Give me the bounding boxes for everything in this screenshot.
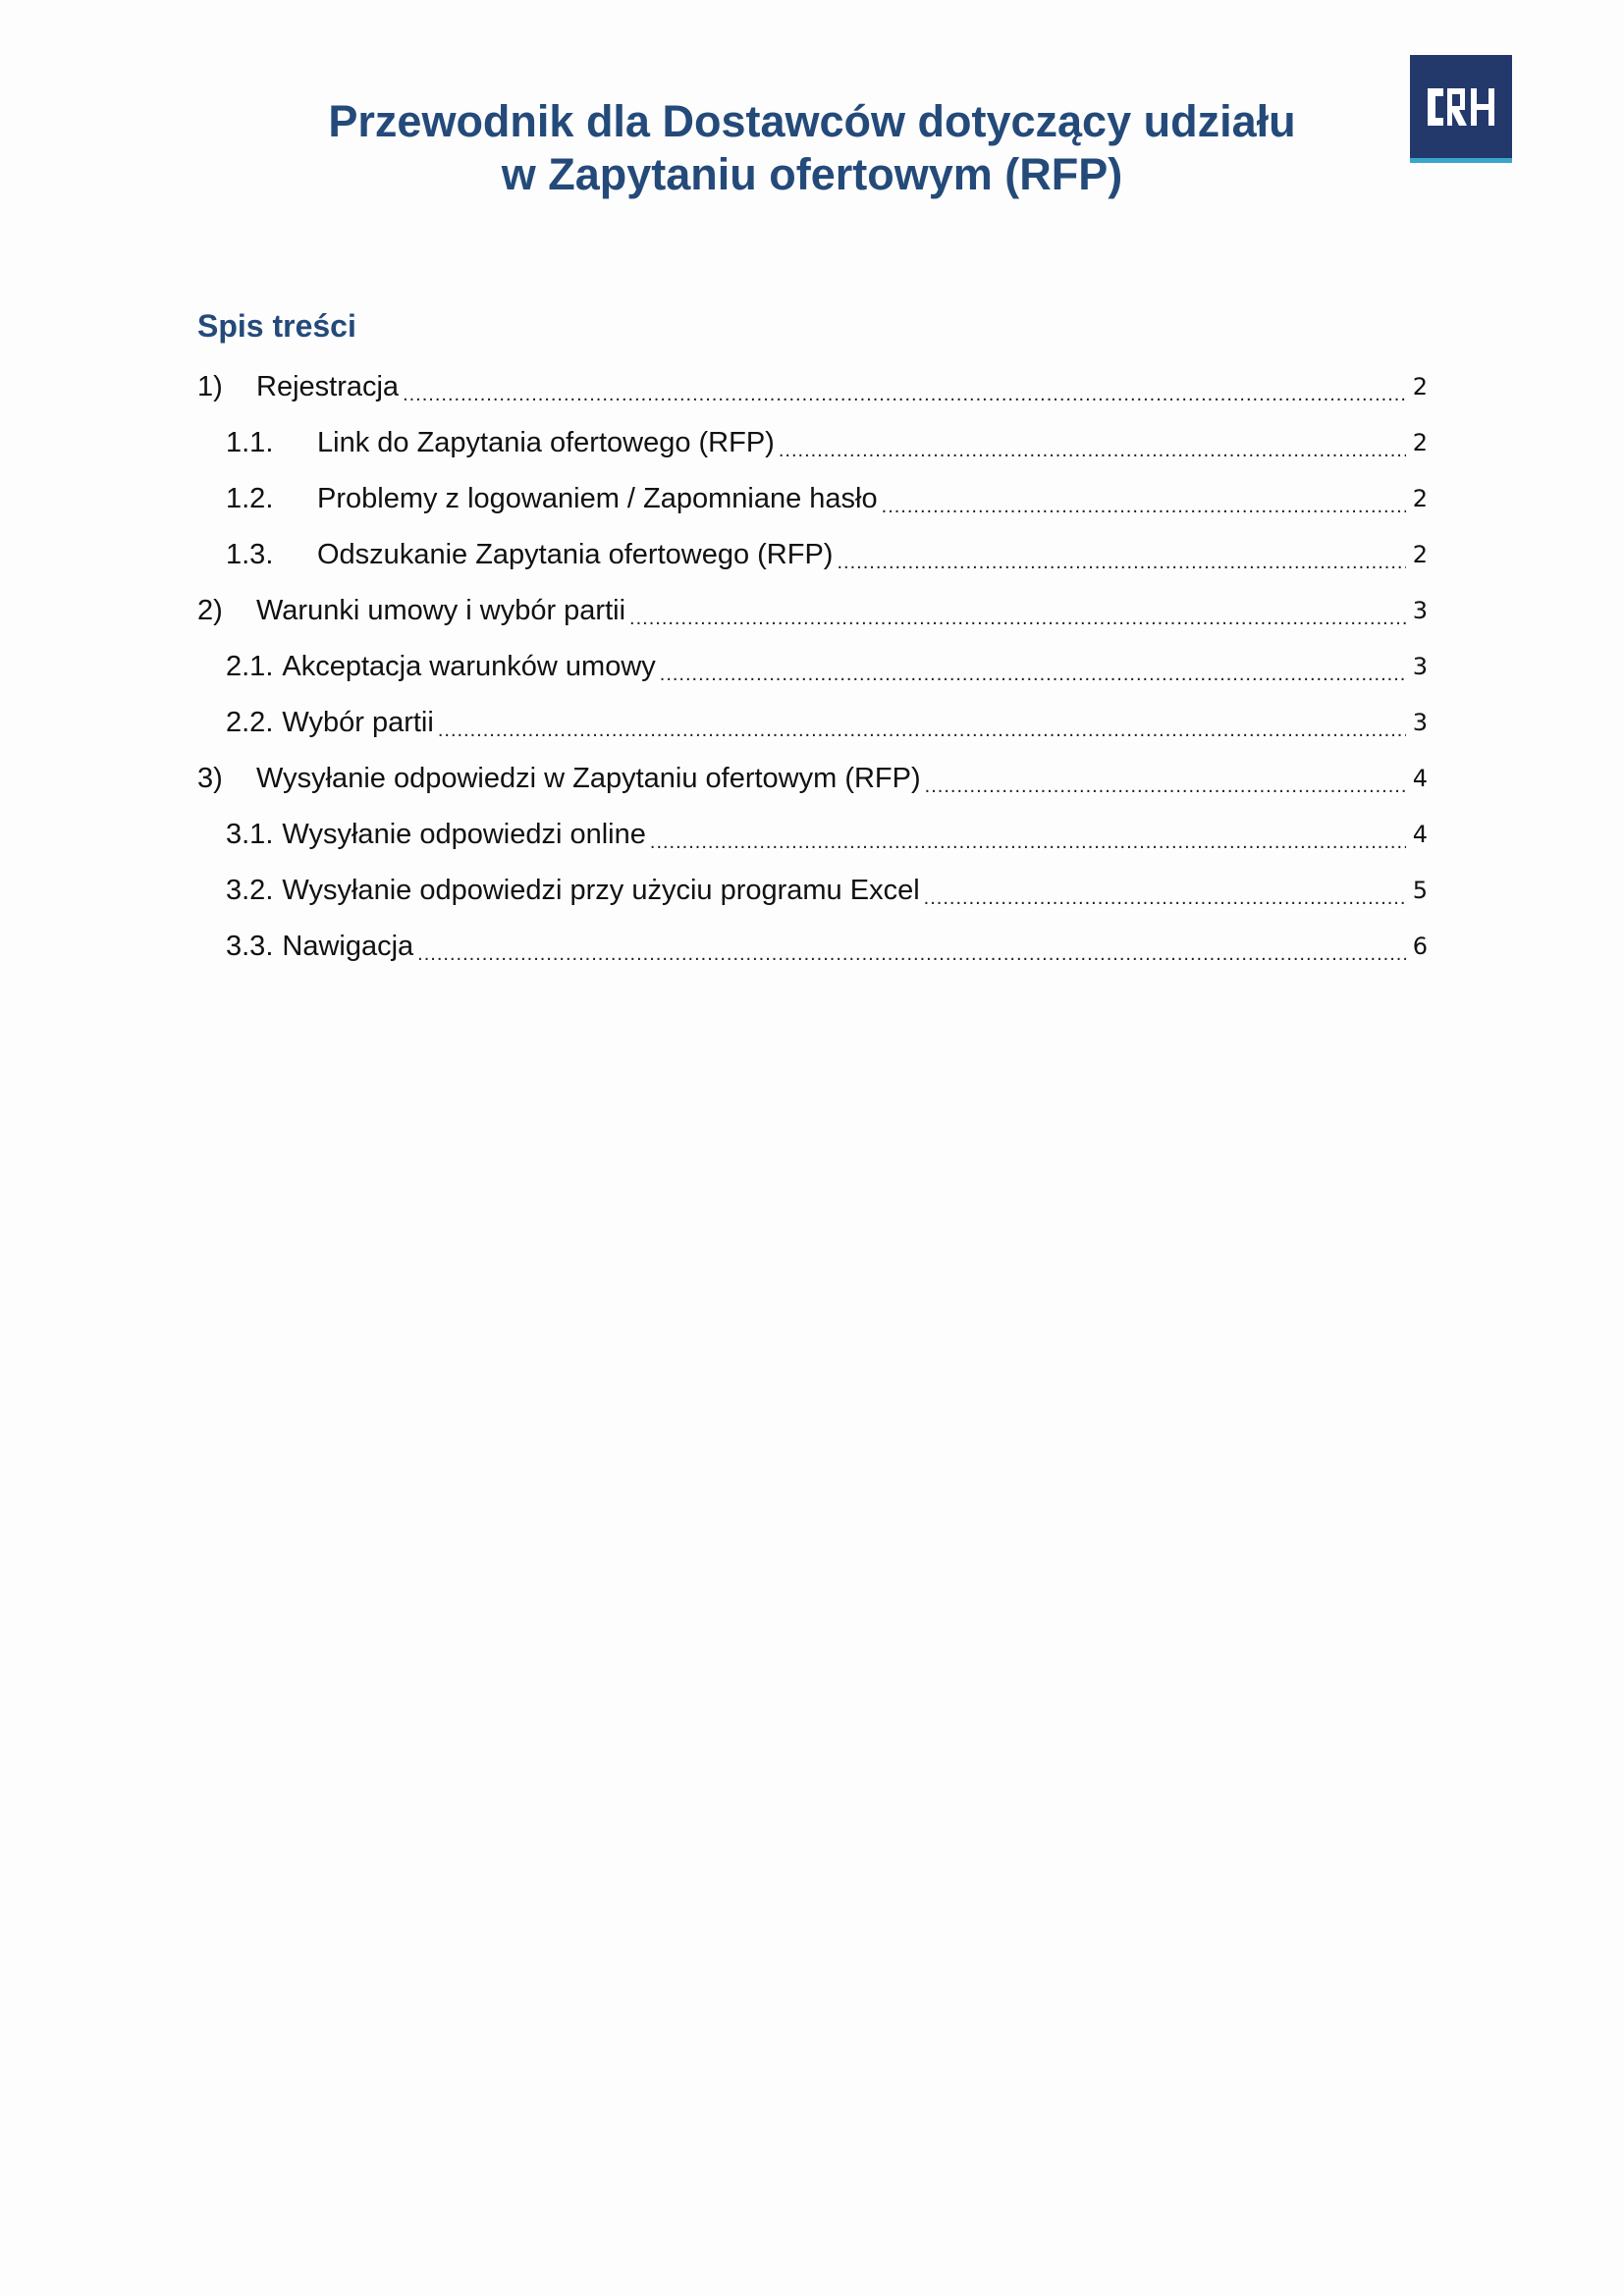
toc-entry-number: 2.1. [226, 651, 274, 682]
toc-entry-number: 1.3. [226, 539, 274, 570]
toc-heading: Spis treści [197, 308, 356, 344]
document-title [0, 95, 1624, 201]
toc-entry-number: 3.3. [226, 931, 274, 962]
toc-leader-dots [779, 425, 1406, 460]
toc-entry-label: Wybór partii [282, 707, 434, 738]
toc-entry-label: Nawigacja [282, 931, 414, 962]
toc-entry-label: Link do Zapytania ofertowego (RFP) [317, 427, 775, 458]
toc-entry[interactable] [197, 684, 1428, 740]
toc-entry[interactable] [197, 348, 1428, 404]
toc-entry-number: 3) [197, 763, 223, 794]
toc-entry[interactable] [197, 852, 1428, 908]
toc-entry-page: 3 [1412, 709, 1428, 736]
toc-entry-label: Wysyłanie odpowiedzi online [282, 819, 646, 850]
toc-entry-number: 1) [197, 371, 223, 402]
toc-entry[interactable] [197, 796, 1428, 852]
toc-entry-label: Wysyłanie odpowiedzi przy użyciu programu Excel [282, 875, 920, 906]
toc-leader-dots [882, 481, 1406, 516]
toc-leader-dots [837, 537, 1406, 572]
toc-leader-dots [925, 761, 1406, 796]
toc-entry-number: 1.1. [226, 427, 274, 458]
title-line-2: w Zapytaniu ofertowym (RFP) [501, 149, 1123, 199]
toc-leader-dots [924, 873, 1406, 908]
toc-entry-number: 3.2. [226, 875, 274, 906]
toc-entry-label: Rejestracja [256, 371, 400, 402]
toc-leader-dots [629, 593, 1406, 628]
toc-entry-number: 2.2. [226, 707, 274, 738]
toc-entry-label: Warunki umowy i wybór partii [256, 595, 626, 626]
toc-entry-label: Wysyłanie odpowiedzi w Zapytaniu ofertowym (RFP) [256, 763, 921, 794]
title-line-1: Przewodnik dla Dostawców dotyczący udziału [328, 96, 1296, 146]
toc-leader-dots [650, 817, 1406, 852]
toc-entry[interactable] [197, 460, 1428, 516]
toc-entry[interactable] [197, 740, 1428, 796]
toc-entry-label: Problemy z logowaniem / Zapomniane hasło [317, 483, 878, 514]
toc-entry-page: 3 [1412, 597, 1428, 624]
toc-entry-number: 1.2. [226, 483, 274, 514]
toc-leader-dots [438, 705, 1406, 740]
table-of-contents [197, 348, 1428, 964]
toc-entry[interactable] [197, 572, 1428, 628]
toc-entry-page: 2 [1412, 541, 1428, 568]
toc-entry-page: 5 [1412, 877, 1428, 904]
toc-entry[interactable] [197, 908, 1428, 964]
toc-entry-number: 2) [197, 595, 223, 626]
toc-leader-dots [417, 929, 1406, 964]
toc-entry[interactable] [197, 516, 1428, 572]
toc-entry-page: 3 [1412, 653, 1428, 680]
toc-entry[interactable] [197, 628, 1428, 684]
toc-entry-page: 2 [1412, 485, 1428, 512]
toc-entry-label: Akceptacja warunków umowy [282, 651, 656, 682]
toc-entry-number: 3.1. [226, 819, 274, 850]
toc-entry-page: 4 [1412, 821, 1428, 848]
toc-entry-page: 2 [1412, 373, 1428, 400]
toc-leader-dots [403, 369, 1406, 404]
toc-leader-dots [660, 649, 1406, 684]
toc-entry-page: 6 [1412, 933, 1428, 960]
toc-entry-page: 4 [1412, 765, 1428, 792]
toc-entry-label: Odszukanie Zapytania ofertowego (RFP) [317, 539, 834, 570]
toc-entry[interactable] [197, 404, 1428, 460]
toc-entry-page: 2 [1412, 429, 1428, 456]
